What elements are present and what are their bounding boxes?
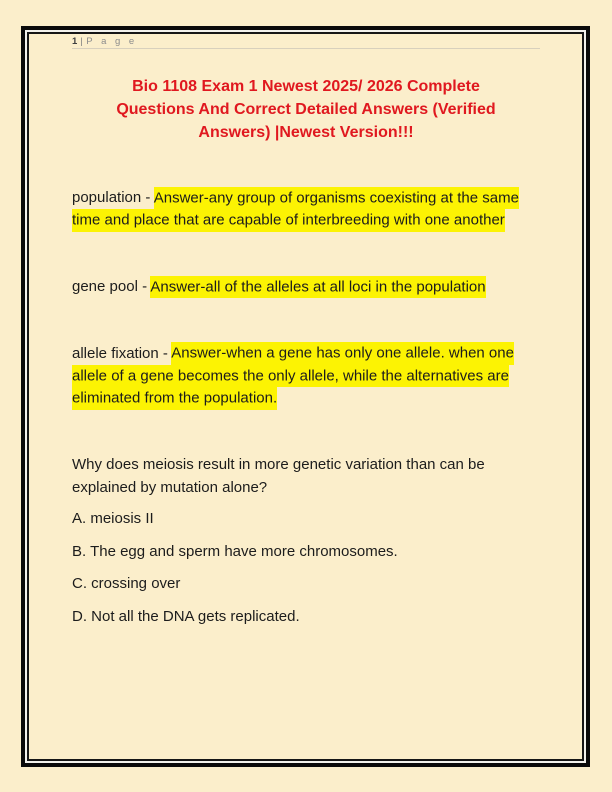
document-title (72, 75, 540, 144)
title-line: Bio 1108 Exam 1 Newest 2025/ 2026 Complete (132, 78, 480, 95)
qa-item-gene-pool (72, 276, 540, 299)
page-header-separator: | (80, 36, 84, 47)
page-header (72, 36, 540, 47)
page-number: 1 (72, 36, 78, 47)
page-content (27, 32, 584, 761)
qa-item-population (72, 187, 540, 232)
option-b: B. The egg and sperm have more chromosomes. (72, 542, 398, 560)
qa-item-allele-fixation (72, 343, 540, 411)
qa-term: gene pool - (72, 278, 151, 295)
page-border (21, 26, 590, 767)
qa-answer-highlight: Answer-any group of organisms coexisting at the same time and place that are capable of interbreeding with one another (72, 187, 519, 232)
question-text: Why does meiosis result in more genetic variation than can be explained by mutation alone? (72, 456, 485, 496)
qa-answer-highlight: Answer-all of the alleles at all loci in the population (150, 276, 485, 299)
option-d: D. Not all the DNA gets replicated. (72, 607, 300, 625)
qa-answer-highlight: Answer-when a gene has only one allele. when one allele of a gene becomes the only allele, while the alternatives are eliminated from the population. (72, 342, 514, 410)
qa-term: allele fixation - (72, 344, 172, 362)
title-line: Questions And Correct Detailed Answers (Verified (116, 101, 496, 118)
option-c: C. crossing over (72, 575, 181, 592)
page-header-label: P a g e (86, 36, 138, 47)
qa-term: population - (72, 189, 154, 206)
title-line: Answers) |Newest Version!!! (198, 124, 414, 141)
option-a: A. meiosis II (72, 510, 154, 527)
header-rule (72, 48, 540, 49)
